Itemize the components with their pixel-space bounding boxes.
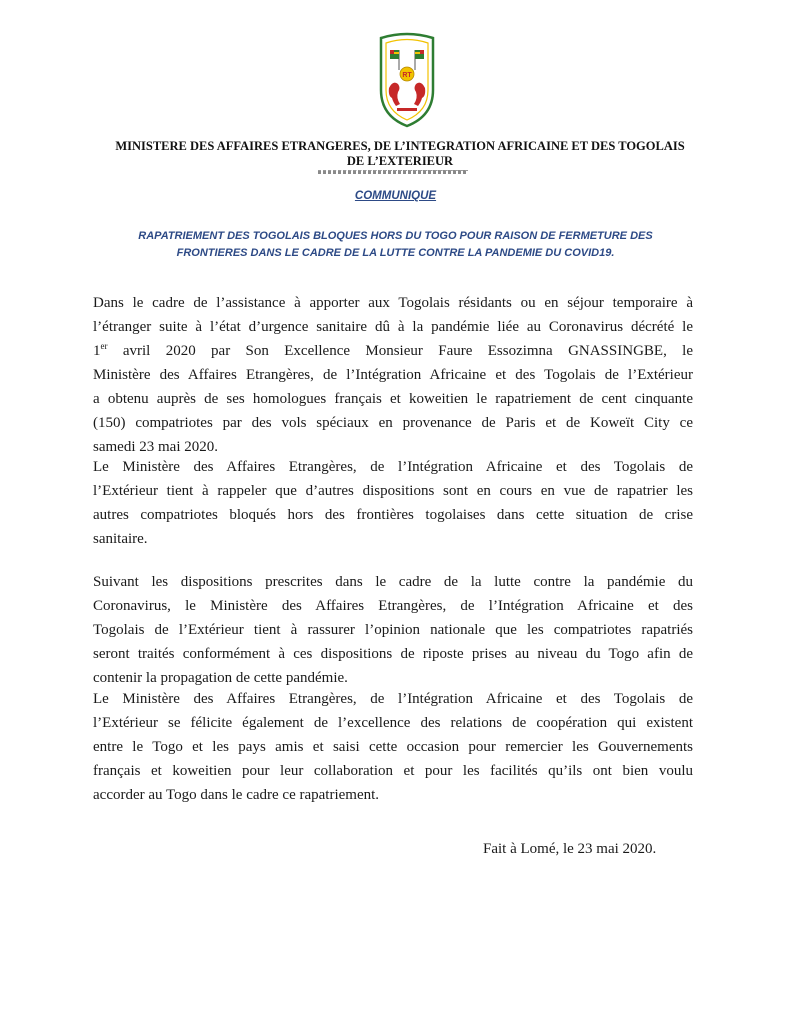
paragraph-2	[93, 455, 693, 551]
ministry-title-line1: MINISTERE DES AFFAIRES ETRANGERES, DE L’INTEGRATION AFRICAINE ET DES TOGOLAIS	[115, 139, 685, 153]
paragraph-line: l’Extérieur se félicite également de l’excellence des relations de coopération qui existent	[93, 715, 693, 731]
paragraph-line: seront traités conformément à ces dispositions de riposte prises au niveau du Togo afin de	[93, 646, 693, 662]
paragraph-line: Dans le cadre de l’assistance à apporter aux Togolais résidants ou en séjour temporaire à	[93, 295, 693, 311]
emblem-text: RT	[402, 72, 412, 79]
paragraph-line: l’Extérieur tient à rappeler que d’autres dispositions sont en cours en vue de rapatrier les	[93, 483, 693, 499]
paragraph-line: a obtenu auprès de ses homologues français et koweitien le rapatriement de cent cinquante	[93, 391, 693, 407]
paragraph-line: entre le Togo et les pays amis et saisi cette occasion pour remercier les Gouvernements	[93, 739, 693, 755]
paragraph-line: accorder au Togo dans le cadre ce rapatriement.	[93, 787, 380, 803]
paragraph-line: français et koweitien pour leur collaboration et pour les facilités qu’ils ont bien voulu	[93, 763, 693, 779]
ministry-title	[80, 139, 720, 169]
paragraph-3	[93, 570, 693, 690]
headline-line2: FRONTIERES DANS LE CADRE DE LA LUTTE CONTRE LA PANDEMIE DU COVID19.	[176, 247, 615, 259]
paragraph-line: Ministère des Affaires Etrangères, de l’Intégration Africaine et des Togolais de l’Extérieur	[93, 367, 693, 383]
paragraph-line: 1er avril 2020 par Son Excellence Monsieur Faure Essozimna GNASSINGBE, le	[93, 339, 693, 363]
communique-label: COMMUNIQUE	[354, 190, 437, 202]
paragraph-line: contenir la propagation de cette pandémie.	[93, 670, 348, 686]
communique-headline	[60, 228, 731, 262]
signature-place-date: Fait à Lomé, le 23 mai 2020.	[483, 841, 657, 857]
paragraph-line: Le Ministère des Affaires Etrangères, de l’Intégration Africaine et des Togolais de	[93, 691, 693, 707]
paragraph-1	[93, 291, 693, 459]
paragraph-line: sanitaire.	[93, 531, 148, 547]
paragraph-line: autres compatriotes bloqués hors des frontières togolaises dans cette situation de crise	[93, 507, 693, 523]
paragraph-line: l’étranger suite à l’état d’urgence sanitaire dû à la pandémie liée au Coronavirus décrété le	[93, 319, 693, 335]
dashed-divider	[318, 170, 468, 174]
paragraph-line: samedi 23 mai 2020.	[93, 439, 218, 455]
headline-line1: RAPATRIEMENT DES TOGOLAIS BLOQUES HORS DU TOGO POUR RAISON DE FERMETURE DES	[138, 230, 653, 242]
paragraph-line: Le Ministère des Affaires Etrangères, de l’Intégration Africaine et des Togolais de	[93, 459, 693, 475]
paragraph-4	[93, 687, 693, 807]
date-superscript: er	[100, 341, 108, 351]
date-day: 1	[93, 343, 101, 359]
paragraph-line: (150) compatriotes par des vols spéciaux en provenance de Paris et de Koweït City ce	[93, 415, 693, 431]
ministry-title-line2: DE L’EXTERIEUR	[346, 154, 454, 168]
paragraph-line: Togolais de l’Extérieur tient à rassurer l’opinion nationale que les compatriotes rapatriés	[93, 622, 693, 638]
paragraph-line: Coronavirus, le Ministère des Affaires Etrangères, de l’Intégration Africaine et des	[93, 598, 693, 614]
paragraph-line: Suivant les dispositions prescrites dans le cadre de la lutte contre la pandémie du	[93, 574, 693, 590]
togo-coat-of-arms-icon	[375, 30, 439, 130]
